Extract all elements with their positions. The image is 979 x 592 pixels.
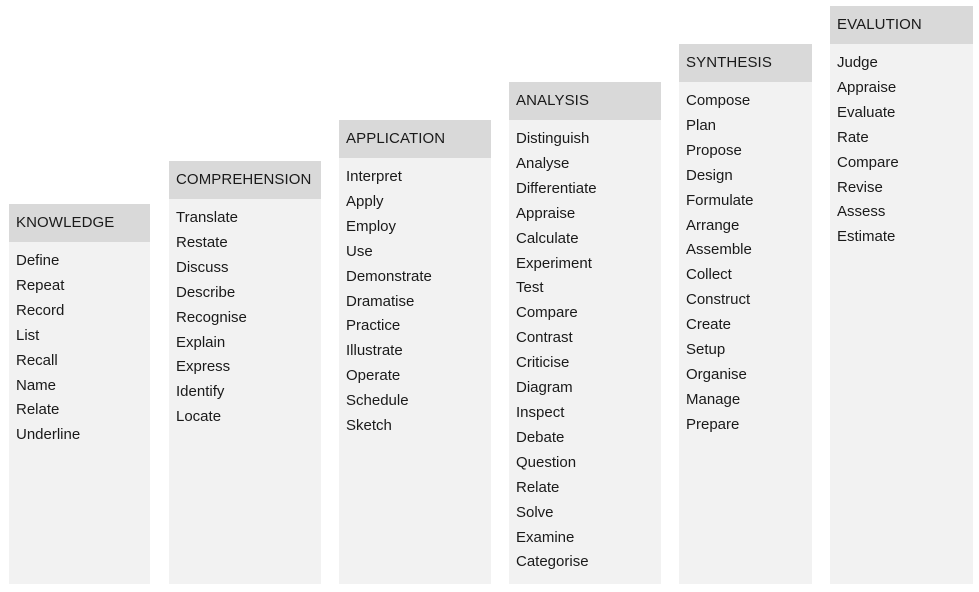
list-item: Practice (346, 317, 401, 335)
list-item: List (16, 326, 40, 344)
list-item: Illustrate (346, 342, 403, 360)
list-item: Compare (516, 304, 578, 322)
list-item: Schedule (346, 392, 409, 410)
list-item: Appraise (516, 204, 576, 222)
column-items (339, 158, 491, 439)
list-item: Evaluate (837, 103, 896, 121)
column-title: EVALUTION (830, 6, 973, 44)
list-item: Design (686, 166, 733, 184)
list-item: Solve (516, 503, 554, 521)
list-item: Rate (837, 128, 869, 146)
list-item: Setup (686, 341, 726, 359)
column-items (509, 120, 661, 575)
list-item: Apply (346, 192, 384, 210)
list-item: Criticise (516, 354, 570, 372)
list-item: Test (516, 279, 544, 297)
list-item: Organise (686, 365, 747, 383)
list-item: Express (176, 358, 231, 376)
list-item: Assess (837, 203, 886, 221)
list-item: Record (16, 301, 65, 319)
list-item: Examine (516, 528, 575, 546)
column-synthesis (679, 44, 812, 584)
column-application (339, 120, 491, 584)
column-evaluation (830, 6, 973, 584)
list-item: Prepare (686, 415, 740, 433)
list-item: Analyse (516, 154, 570, 172)
list-item: Categorise (516, 553, 589, 571)
list-item: Calculate (516, 229, 579, 247)
list-item: Describe (176, 283, 236, 301)
list-item: Assemble (686, 241, 752, 259)
column-analysis (509, 82, 661, 584)
list-item: Use (346, 242, 373, 260)
list-item: Discuss (176, 258, 229, 276)
list-item: Identify (176, 383, 225, 401)
list-item: Contrast (516, 329, 573, 347)
list-item: Collect (686, 266, 732, 284)
list-item: Compare (837, 153, 899, 171)
list-item: Construct (686, 291, 751, 309)
column-knowledge (9, 204, 150, 584)
list-item: Formulate (686, 191, 754, 209)
column-title: ANALYSIS (509, 82, 661, 120)
list-item: Compose (686, 92, 751, 109)
list-item: Revise (837, 178, 883, 196)
list-item: Underline (16, 426, 81, 444)
column-title: SYNTHESIS (679, 44, 812, 82)
list-item: Repeat (16, 276, 65, 294)
list-item: Define (16, 252, 60, 269)
list-item: Judge (837, 54, 878, 71)
list-item: Restate (176, 233, 228, 251)
column-comprehension (169, 161, 321, 584)
list-item: Plan (686, 116, 717, 134)
column-items (679, 82, 812, 438)
list-item: Relate (516, 478, 560, 496)
list-item: Inspect (516, 403, 565, 421)
list-item: Explain (176, 333, 226, 351)
list-item: Locate (176, 408, 222, 426)
column-items (169, 199, 321, 430)
list-item: Propose (686, 141, 742, 159)
list-item: Arrange (686, 216, 740, 234)
list-item: Differentiate (516, 179, 597, 197)
list-item: Name (16, 376, 57, 394)
list-item: Question (516, 453, 577, 471)
list-item: Debate (516, 428, 565, 446)
list-item: Recognise (176, 308, 247, 326)
list-item: Interpret (346, 168, 402, 185)
list-item: Operate (346, 367, 401, 385)
list-item: Demonstrate (346, 267, 432, 285)
list-item: Employ (346, 217, 397, 235)
column-title: KNOWLEDGE (9, 204, 150, 242)
list-item: Dramatise (346, 292, 415, 310)
column-items (9, 242, 150, 448)
column-title: COMPREHENSION (169, 161, 321, 199)
list-item: Distinguish (516, 130, 590, 147)
list-item: Relate (16, 401, 60, 419)
list-item: Diagram (516, 379, 573, 397)
list-item: Appraise (837, 78, 897, 96)
column-items (830, 44, 973, 250)
list-item: Experiment (516, 254, 592, 272)
list-item: Recall (16, 351, 58, 369)
list-item: Manage (686, 390, 741, 408)
list-item: Sketch (346, 417, 392, 435)
column-title: APPLICATION (339, 120, 491, 158)
list-item: Create (686, 316, 732, 334)
list-item: Estimate (837, 228, 896, 246)
list-item: Translate (176, 209, 238, 226)
